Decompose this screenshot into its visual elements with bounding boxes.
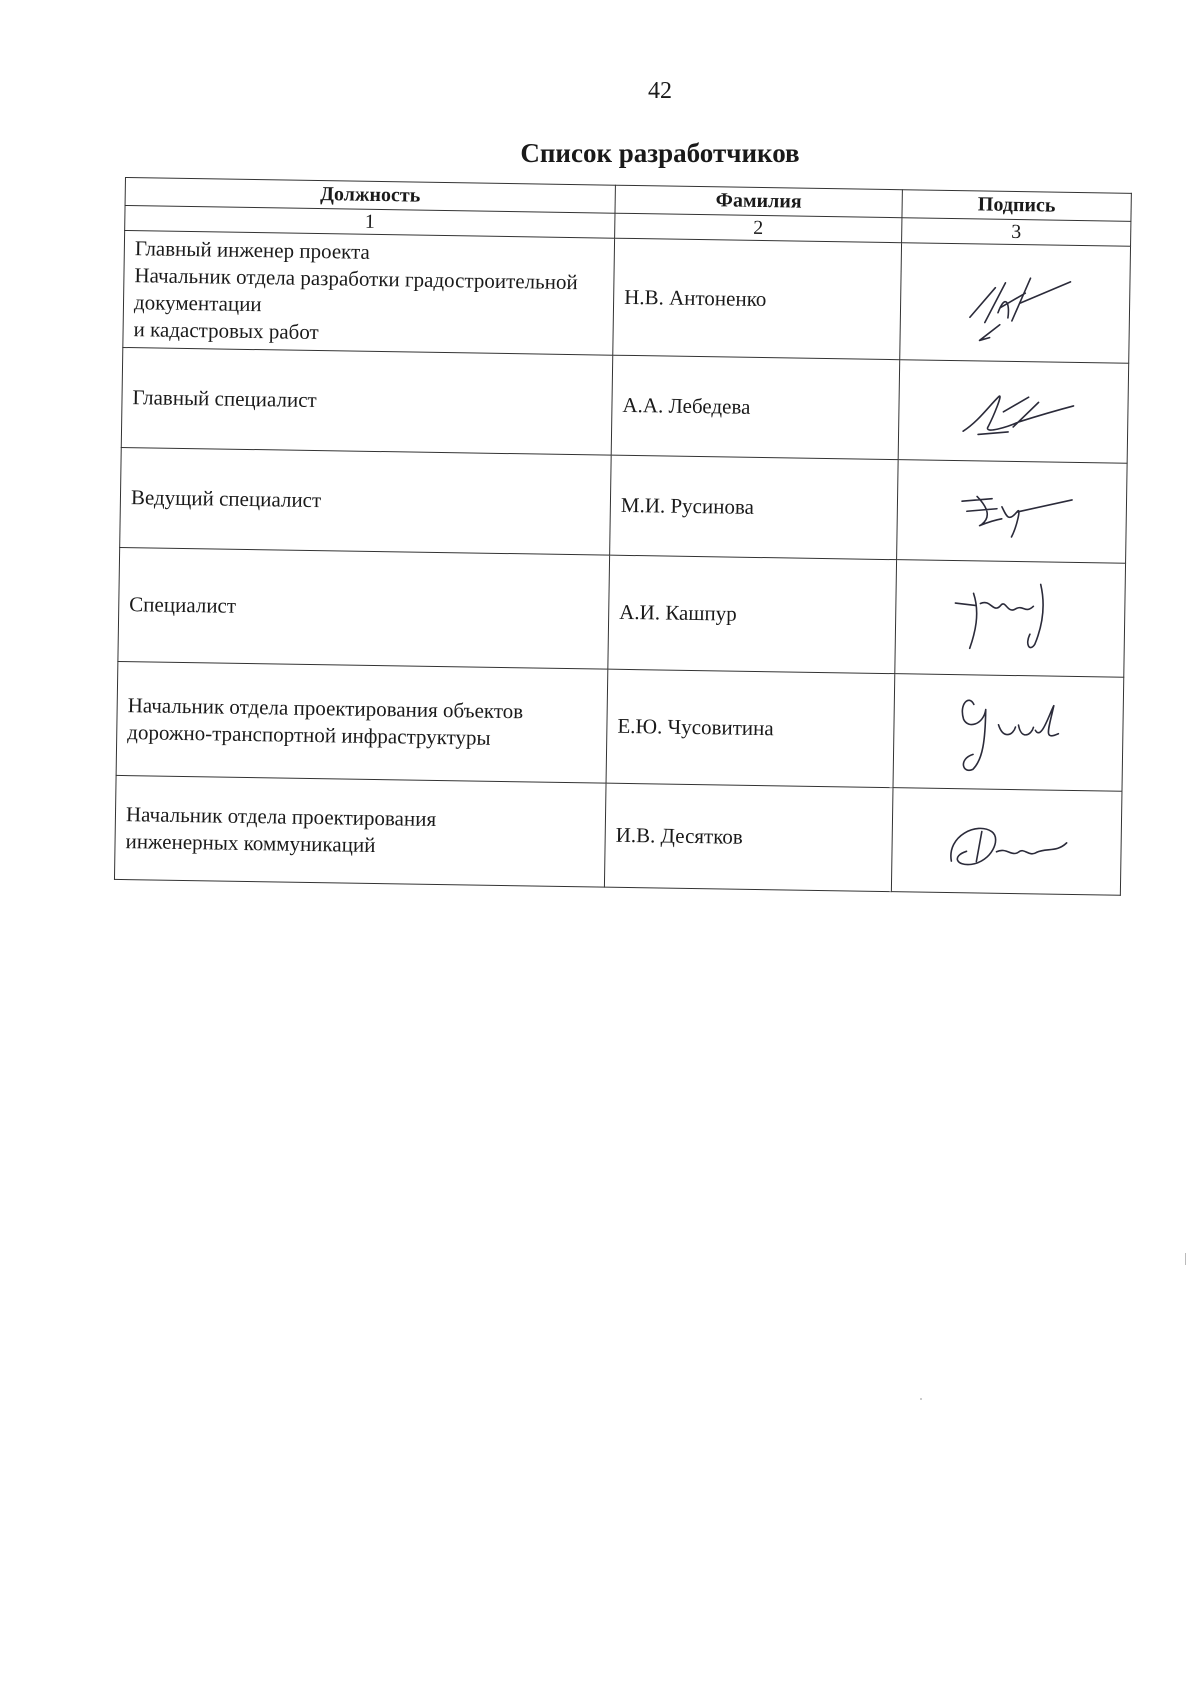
surname-cell: Е.Ю. Чусовитина — [606, 669, 895, 787]
column-header-position: Должность — [125, 178, 615, 214]
scan-speck — [1185, 1253, 1186, 1265]
position-cell: Начальник отдела проектирования объектов дорожно-транспортной инфраструктуры — [116, 661, 608, 783]
signature-image — [944, 572, 1075, 664]
signature-image — [936, 805, 1077, 877]
signature-cell — [898, 360, 1129, 464]
table-row — [123, 231, 1131, 364]
surname-cell: Н.В. Антоненко — [613, 238, 902, 359]
table-row — [120, 447, 1127, 563]
surname-cell: М.И. Русинова — [610, 455, 899, 559]
column-header-signature: Подпись — [902, 190, 1131, 222]
signature-image — [950, 262, 1081, 344]
column-number: 2 — [615, 213, 902, 243]
scan-speck — [920, 1398, 922, 1400]
signature-cell — [893, 674, 1124, 792]
signature-image — [943, 684, 1074, 781]
signature-cell — [895, 560, 1126, 678]
page-title: Список разработчиков — [520, 138, 800, 168]
table-row — [116, 661, 1124, 791]
position-cell: Специалист — [118, 547, 610, 669]
position-cell: Главный инженер проекта Начальник отдела разработки градостроительной документации и кадастровых работ — [123, 231, 615, 356]
signature-cell — [900, 243, 1131, 364]
surname-cell: И.В. Десятков — [604, 783, 893, 891]
table-row — [121, 347, 1128, 463]
table-row — [114, 775, 1122, 895]
table-row — [118, 547, 1126, 677]
signature-image — [948, 375, 1079, 447]
column-header-surname: Фамилия — [615, 185, 902, 218]
position-cell: Ведущий специалист — [120, 447, 612, 555]
page-number: 42 — [648, 78, 672, 104]
signature-image — [946, 475, 1077, 547]
position-cell: Главный специалист — [121, 347, 613, 455]
column-number: 1 — [125, 206, 615, 239]
developers-table — [114, 177, 1132, 896]
column-number: 3 — [902, 218, 1131, 247]
position-cell: Начальник отдела проектирования инженерных коммуникаций — [114, 775, 606, 887]
surname-cell: А.И. Кашпур — [608, 555, 897, 673]
surname-cell: А.А. Лебедева — [611, 355, 900, 459]
signature-cell — [891, 788, 1122, 896]
signature-cell — [897, 460, 1128, 564]
